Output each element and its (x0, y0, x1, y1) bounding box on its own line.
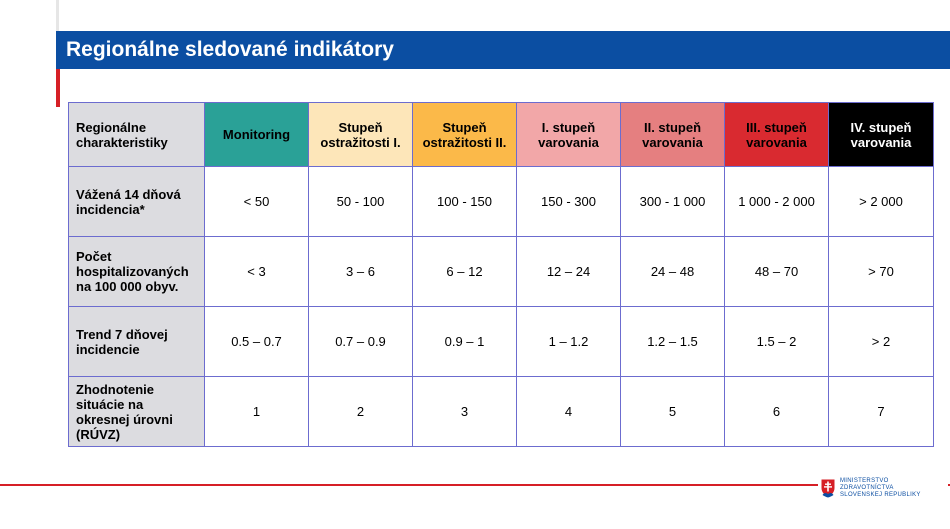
table-row-zhodnotenie (69, 377, 934, 447)
table-cell: 2 (309, 377, 413, 447)
top-divider (56, 0, 59, 31)
column-header-varovanie-4: IV. stupeň varovania (829, 103, 934, 167)
table-cell: > 2 (829, 307, 934, 377)
table-cell: 1.2 – 1.5 (621, 307, 725, 377)
table-cell: 1.5 – 2 (725, 307, 829, 377)
column-header-varovanie-3: III. stupeň varovania (725, 103, 829, 167)
table-cell: 100 - 150 (413, 167, 517, 237)
table-cell: 5 (621, 377, 725, 447)
table-cell: 1 000 - 2 000 (725, 167, 829, 237)
table-cell: < 3 (205, 237, 309, 307)
table-cell: 0.5 – 0.7 (205, 307, 309, 377)
row-label: Zhodnotenie situácie na okresnej úrovni (RÚVZ) (69, 377, 205, 447)
table-cell: 6 (725, 377, 829, 447)
column-header-ostrazitost-2: Stupeň ostražitosti II. (413, 103, 517, 167)
table-row-trend (69, 307, 934, 377)
table-cell: > 70 (829, 237, 934, 307)
table-cell: 0.7 – 0.9 (309, 307, 413, 377)
table-cell: 3 – 6 (309, 237, 413, 307)
column-header-varovanie-1: I. stupeň varovania (517, 103, 621, 167)
ministry-logo (818, 476, 948, 504)
table-cell: 24 – 48 (621, 237, 725, 307)
table-header-row (69, 103, 934, 167)
page-title: Regionálne sledované indikátory (56, 31, 950, 69)
ministry-name (840, 478, 921, 499)
row-label: Počet hospitalizovaných na 100 000 obyv. (69, 237, 205, 307)
table-cell: 300 - 1 000 (621, 167, 725, 237)
table-cell: < 50 (205, 167, 309, 237)
row-label: Vážená 14 dňová incidencia* (69, 167, 205, 237)
table-cell: 4 (517, 377, 621, 447)
table-cell: 1 – 1.2 (517, 307, 621, 377)
table-row-incidencia (69, 167, 934, 237)
column-header-ostrazitost-1: Stupeň ostražitosti I. (309, 103, 413, 167)
table-cell: 3 (413, 377, 517, 447)
table-cell: > 2 000 (829, 167, 934, 237)
table-cell: 1 (205, 377, 309, 447)
indicators-table (68, 102, 934, 447)
red-accent-bar (56, 69, 60, 107)
ministry-line: SLOVENSKEJ REPUBLIKY (840, 492, 921, 498)
column-header-monitoring: Monitoring (205, 103, 309, 167)
column-header-varovanie-2: II. stupeň varovania (621, 103, 725, 167)
table-cell: 50 - 100 (309, 167, 413, 237)
table-row-hospitalizacie (69, 237, 934, 307)
slovak-coat-of-arms-icon (820, 478, 836, 498)
ministry-line: ZDRAVOTNÍCTVA (840, 485, 894, 491)
row-label: Trend 7 dňovej incidencie (69, 307, 205, 377)
footer-divider (0, 484, 950, 486)
ministry-line: MINISTERSTVO (840, 478, 889, 484)
table-cell: 48 – 70 (725, 237, 829, 307)
table-cell: 150 - 300 (517, 167, 621, 237)
table-cell: 0.9 – 1 (413, 307, 517, 377)
table-cell: 12 – 24 (517, 237, 621, 307)
table-cell: 7 (829, 377, 934, 447)
table-corner-header: Regionálne charakteristiky (69, 103, 205, 167)
table-cell: 6 – 12 (413, 237, 517, 307)
